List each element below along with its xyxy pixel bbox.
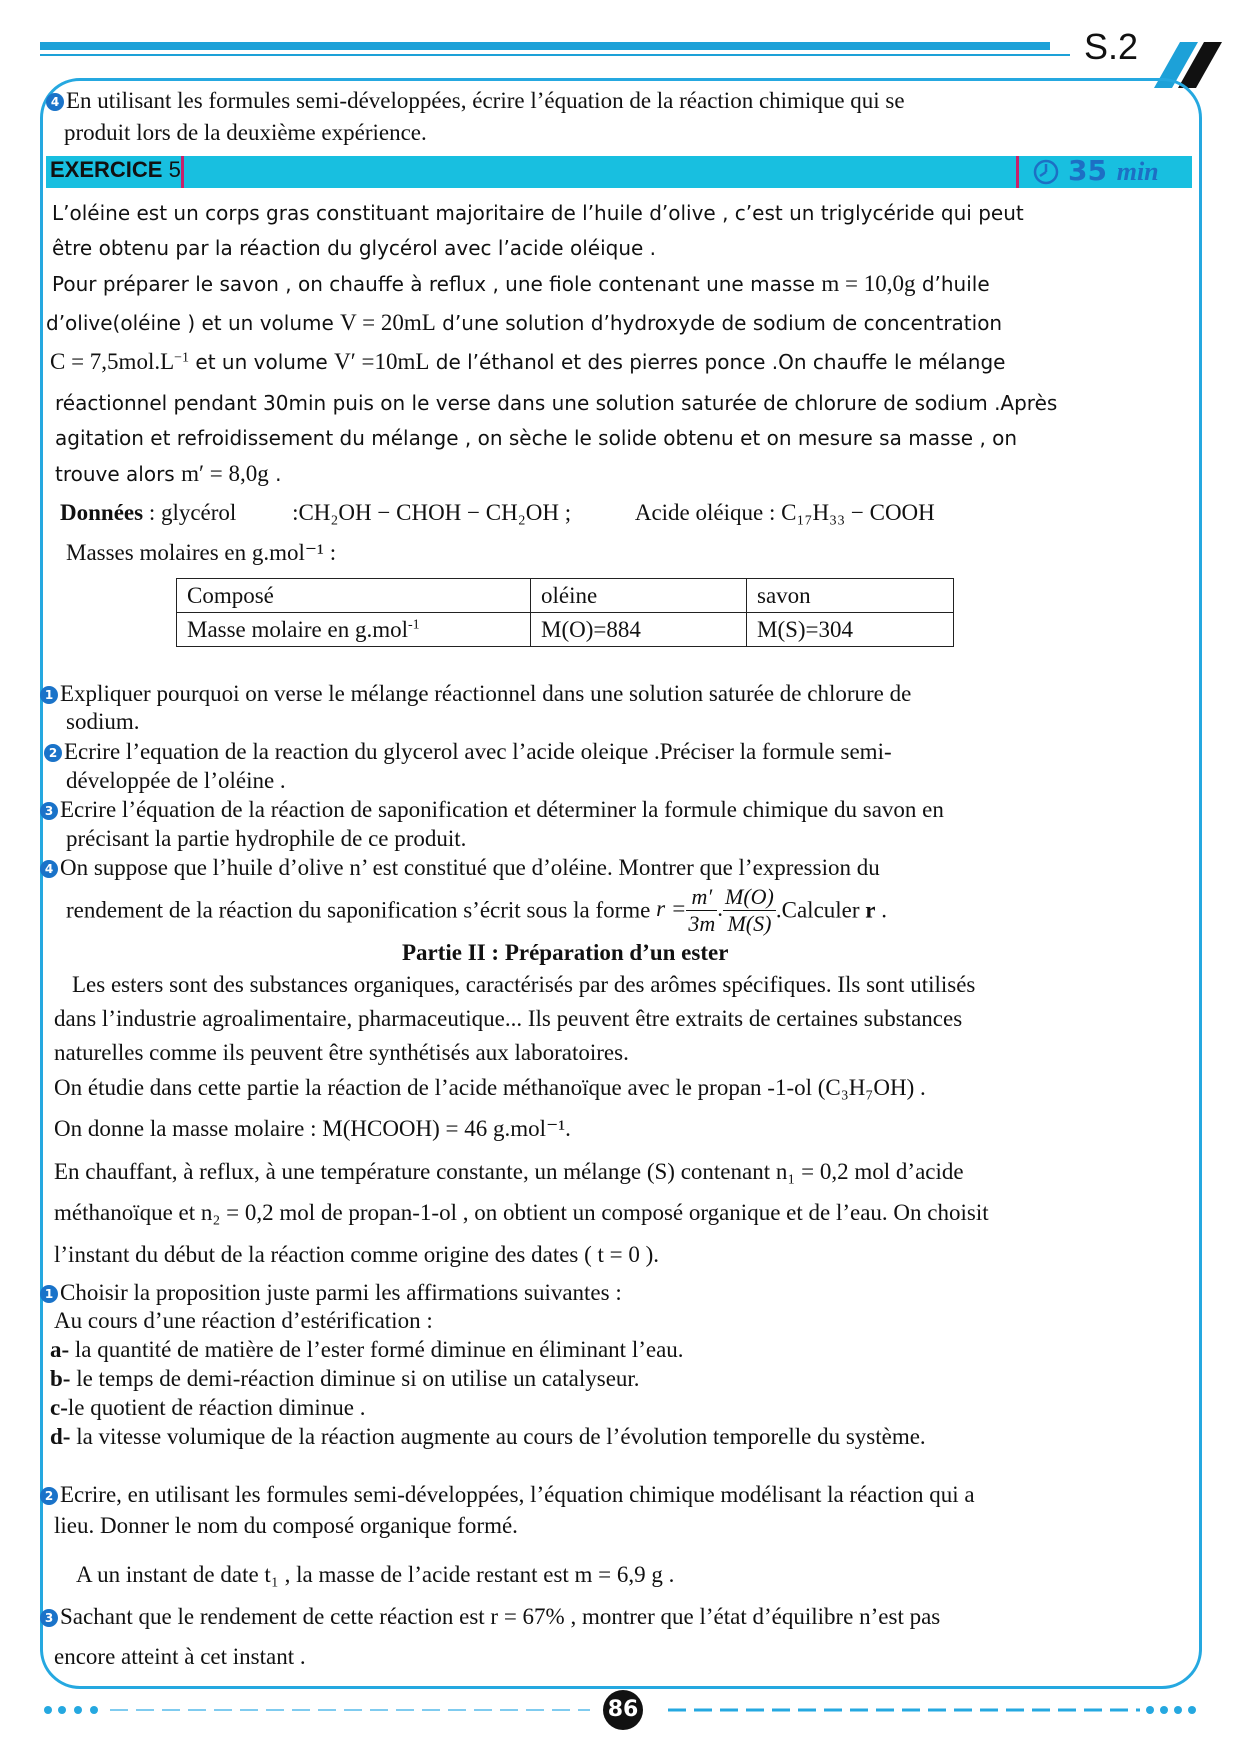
question-bullet: 3 — [40, 1609, 58, 1627]
donnees-line: Données : glycérol :CH₂OH − CHOH − CH₂OH ; Acide oléique : C₁₇H₃₃ − COOH — [60, 500, 935, 525]
intro-line3: Pour préparer le savon , on chauffe à reflux , une fiole contenant une masse m = 10,0g d’huile — [52, 271, 990, 296]
exercise-bar — [46, 156, 1192, 188]
option-b: b- le temps de demi-réaction diminue si on utilise un catalyseur. — [50, 1366, 640, 1391]
masses-molaires-label: Masses molaires en g.mol⁻¹ : — [66, 540, 337, 565]
intro-line6: réactionnel pendant 30min puis on le verse dans une solution saturée de chlorure de sodium .Après — [55, 391, 1058, 415]
intro-line5: $C = 7,5mol.L^{-1}$ et un volume V′ =10mL de l’éthanol et des pierres ponce .On chauffe le mélange — [50, 349, 1006, 374]
p2q2-line2: lieu. Donner le nom du composé organique formé. — [54, 1513, 518, 1538]
question-bullet: 1 — [40, 1285, 58, 1303]
t1-mass-line: A un instant de date t₁ , la masse de l’acide restant est m = 6,9 g . — [76, 1562, 675, 1587]
q2-line2: développée de l’oléine . — [66, 768, 286, 793]
intro-line2: être obtenu par la réaction du glycérol avec l’acide oléique . — [52, 236, 657, 260]
question-bullet: 1 — [40, 686, 58, 704]
table-cell-oleine: M(O)=884 — [531, 613, 747, 647]
part2-para-line1: Les esters sont des substances organiques, caractérisés par des arômes spécifiques. Ils sont utilisés — [72, 972, 976, 997]
header-rule — [40, 42, 1050, 50]
table-header-oleine: oléine — [531, 579, 747, 613]
q3-line2: précisant la partie hydrophile de ce produit. — [66, 826, 467, 851]
intro-line7: agitation et refroidissement du mélange , on sèche le solide obtenu et on mesure sa masse , on — [55, 426, 1018, 450]
option-c: c-le quotient de réaction diminue . — [50, 1395, 366, 1420]
table-cell-savon: M(S)=304 — [747, 613, 954, 647]
option-a: a- la quantité de matière de l’ester formé diminue en éliminant l’eau. — [50, 1337, 684, 1362]
table-row-label: Masse molaire en g.mol$^{-1}$ — [177, 613, 531, 647]
q4-line1: 4 On suppose que l’huile d’olive n’ est constitué que d’oléine. Montrer que l’expression du — [40, 855, 880, 881]
option-d: d- la vitesse volumique de la réaction augmente au cours de l’évolution temporelle du système. — [50, 1424, 926, 1449]
exercise-duration: 35 min — [1068, 154, 1159, 187]
p2q2-line1: 2 Ecrire, en utilisant les formules semi-développées, l’équation chimique modélisant la réaction qui a — [40, 1482, 975, 1508]
prev-question-line2: produit lors de la deuxième expérience. — [64, 120, 427, 145]
question-bullet: 2 — [44, 744, 62, 762]
table-header-compose: Composé — [177, 579, 531, 613]
table-row — [177, 579, 954, 613]
exercise-separator — [181, 156, 184, 188]
q4-line2: rendement de la réaction du saponification s’écrit sous la forme r = $\frac{m'}{3m}$ . $\frac{M(O)}{M(S)}$ .Calculer r . — [66, 884, 887, 936]
exercise-title: EXERCICE 5 — [50, 157, 181, 182]
part2-para-line6: En chauffant, à reflux, à une température constante, un mélange (S) contenant n₁ = 0,2 mol d’acide — [54, 1159, 964, 1184]
part2-para-line5: On donne la masse molaire : M(HCOOH) = 46 g.mol⁻¹. — [54, 1116, 571, 1141]
question-bullet: 4 — [40, 860, 58, 878]
q2-line1: 2 Ecrire l’equation de la reaction du glycerol avec l’acide oleique .Préciser la formule semi- — [44, 739, 892, 765]
question-bullet: 3 — [40, 802, 58, 820]
p2q3-line2: encore atteint à cet instant . — [54, 1644, 306, 1669]
molar-mass-table — [176, 578, 954, 647]
p2q1-line1: 1 Choisir la proposition juste parmi les affirmations suivantes : — [40, 1280, 622, 1306]
page-number: 86 — [603, 1690, 643, 1730]
q1-line1: 1 Expliquer pourquoi on verse le mélange réactionnel dans une solution saturée de chlorure de — [40, 681, 911, 707]
q1-line2: sodium. — [66, 709, 140, 734]
question-bullet: 2 — [40, 1487, 58, 1505]
q3-line1: 3 Ecrire l’équation de la réaction de saponification et déterminer la formule chimique du savon en — [40, 797, 944, 823]
table-row — [177, 613, 954, 647]
clock-icon — [1032, 158, 1060, 186]
intro-line8: trouve alors m′ = 8,0g . — [55, 461, 282, 486]
p2q1-line2: Au cours d’une réaction d’estérification : — [54, 1308, 433, 1333]
part2-para-line4: On étudie dans cette partie la réaction de l’acide méthanoïque avec le propan -1-ol (C₃H₇OH) . — [54, 1075, 926, 1100]
intro-line4: d’olive(oléine ) et un volume V = 20mL d’une solution d’hydroxyde de sodium de concentration — [46, 310, 1003, 335]
yield-formula: r = $\frac{m'}{3m}$ . $\frac{M(O)}{M(S)}$ — [656, 884, 774, 936]
intro-line1: L’oléine est un corps gras constituant majoritaire de l’huile d’olive , c’est un triglycéride qui peut — [52, 201, 1024, 225]
part2-para-line7: méthanoïque et n₂ = 0,2 mol de propan-1-ol , on obtient un composé organique et de l’eau. On choisit — [54, 1200, 989, 1225]
page-id: S.2 — [1084, 26, 1139, 67]
part2-para-line3: naturelles comme ils peuvent être synthétisés aux laboratoires. — [54, 1040, 629, 1065]
part2-para-line8: l’instant du début de la réaction comme origine des dates ( t = 0 ). — [54, 1242, 660, 1267]
table-header-savon: savon — [747, 579, 954, 613]
part2-title: Partie II : Préparation d’un ester — [402, 940, 729, 965]
part2-para-line2: dans l’industrie agroalimentaire, pharmaceutique... Ils peuvent être extraits de certaines substances — [54, 1006, 963, 1031]
header-rule-thin — [40, 54, 1070, 56]
prev-question-line1: 4 En utilisant les formules semi-développées, écrire l’équation de la réaction chimique qui se — [46, 88, 905, 114]
time-separator — [1016, 156, 1019, 188]
p2q3-line1: 3 Sachant que le rendement de cette réaction est r = 67% , montrer que l’état d’équilibre n’est pas — [40, 1604, 940, 1630]
question-bullet: 4 — [46, 93, 64, 111]
